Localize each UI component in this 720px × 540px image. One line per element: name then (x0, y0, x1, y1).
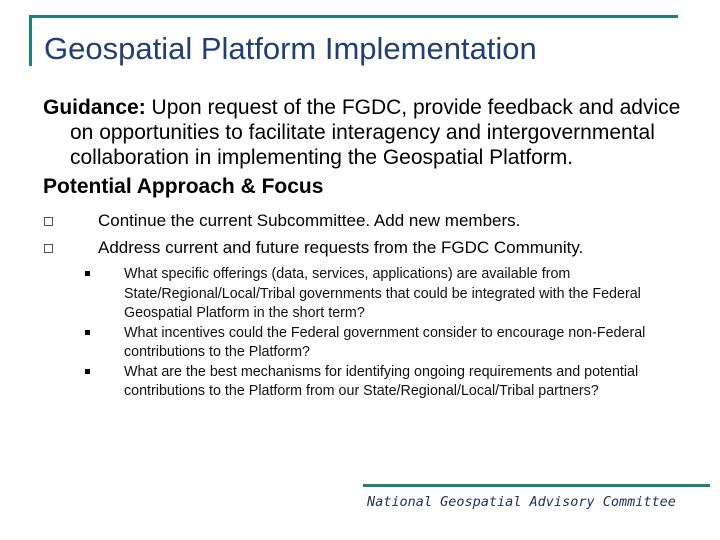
title-frame-left (29, 15, 32, 66)
list-item (43, 234, 708, 261)
footer-text: National Geospatial Advisory Committee (367, 494, 676, 510)
slide-title: Geospatial Platform Implementation (44, 31, 537, 66)
slide-body (43, 95, 708, 402)
list-item (43, 265, 708, 324)
guidance-text: Upon request of the FGDC, provide feedback and advice on opportunities to facilitate interagency and intergovernmental collaboration in implementing the Geospatial Platform. (70, 96, 681, 169)
list-item (43, 363, 708, 402)
guidance-label: Guidance: (43, 96, 146, 119)
footer-rule (363, 484, 710, 487)
square-bullet-icon (85, 271, 90, 276)
guidance-paragraph (43, 95, 708, 170)
square-bullet-icon (85, 369, 90, 374)
list-item (43, 207, 708, 234)
sub-bullet-list (43, 265, 708, 402)
list-item (43, 324, 708, 363)
sub-bullet-text: What incentives could the Federal government consider to encourage non-Federal contributions to the Platform? (124, 324, 646, 360)
title-frame-top (29, 15, 678, 18)
sub-bullet-text: What specific offerings (data, services, applications) are available from State/Regional/Local/Tribal governments that could be integrated with the Federal Geospatial Platform in the short term? (124, 266, 641, 321)
approach-heading: Potential Approach & Focus (43, 175, 324, 198)
bullet-text: Continue the current Subcommittee. Add new members. (98, 211, 521, 230)
hollow-square-bullet-icon (44, 244, 53, 253)
square-bullet-icon (85, 330, 90, 335)
bullet-text: Address current and future requests from the FGDC Community. (98, 238, 584, 257)
hollow-square-bullet-icon (44, 217, 53, 226)
bullet-list (43, 207, 708, 261)
sub-bullet-text: What are the best mechanisms for identifying ongoing requirements and potential contributions to the Platform from our State/Regional/Local/Tribal partners? (124, 363, 639, 399)
